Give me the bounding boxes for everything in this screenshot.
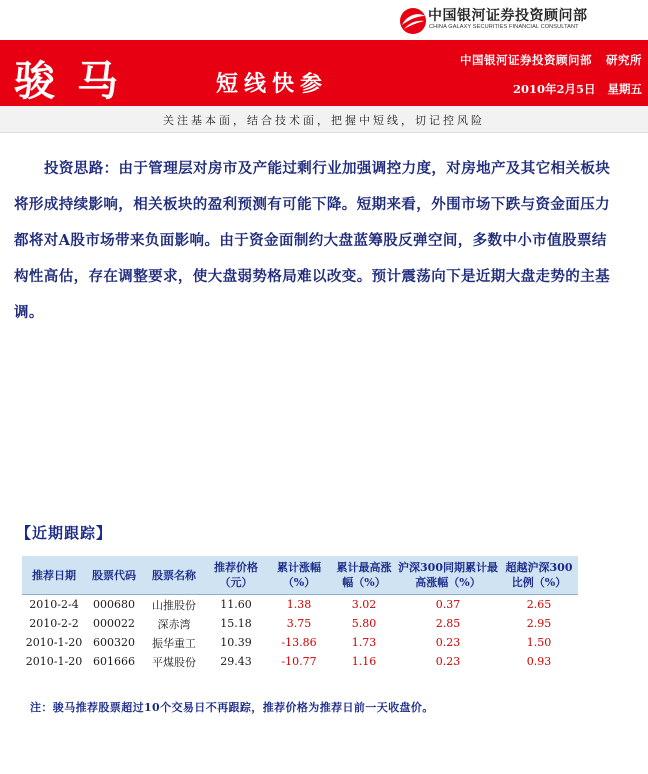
table-cell: 0.23 [435, 636, 461, 649]
column-header: 沪深300同期累计最高涨幅（%） [396, 556, 500, 595]
tracking-table [22, 556, 578, 671]
table-cell: 2010-1-20 [25, 655, 83, 668]
tagline-bar [0, 106, 648, 133]
table-cell: 29.43 [220, 655, 252, 668]
table-cell: 1.73 [351, 636, 377, 649]
table-header-row [22, 556, 578, 595]
column-header: 股票名称 [142, 556, 206, 595]
table-cell: -10.77 [281, 655, 317, 668]
table-cell: 3.75 [286, 617, 312, 630]
column-header: 累计最高涨幅（%） [332, 556, 396, 595]
section-heading-tracking: 【近期跟踪】 [16, 524, 113, 542]
table-cell: 000022 [93, 617, 135, 630]
tagline: 关注基本面，结合技术面，把握中短线，切记控风险 [163, 114, 485, 127]
table-row [22, 595, 578, 615]
institute-name: 研究所 [606, 53, 642, 67]
table-cell: 2010-2-2 [29, 617, 79, 630]
company-logo [398, 4, 648, 38]
galaxy-logo-icon [398, 6, 428, 36]
column-header: 推荐日期 [22, 556, 86, 595]
table-cell: 0.93 [526, 655, 552, 668]
table-cell: 1.50 [526, 636, 552, 649]
table-cell: -13.86 [281, 636, 317, 649]
table-cell: 山推股份 [152, 598, 196, 612]
table-row [22, 614, 578, 633]
table-cell: 2010-2-4 [29, 598, 79, 611]
table-cell: 1.38 [286, 598, 312, 611]
report-date-line [513, 81, 642, 97]
table-cell: 3.02 [351, 598, 377, 611]
report-weekday: 星期五 [607, 82, 642, 96]
table-cell: 2.95 [526, 617, 552, 630]
table-cell: 10.39 [220, 636, 252, 649]
table-cell: 000680 [93, 598, 135, 611]
department-name: 中国银河证券投资顾问部 [460, 53, 592, 67]
table-cell: 2.65 [526, 598, 552, 611]
report-title: 骏马 [14, 57, 140, 105]
table-cell: 15.18 [220, 617, 252, 630]
table-cell: 1.16 [351, 655, 377, 668]
table-cell: 600320 [93, 636, 135, 649]
table-cell: 11.60 [220, 598, 252, 611]
column-header: 推荐价格（元） [206, 556, 266, 595]
table-cell: 平煤股份 [152, 655, 196, 669]
column-header: 股票代码 [86, 556, 142, 595]
report-banner [0, 40, 648, 106]
report-date: 2010年2月5日 [512, 82, 596, 96]
table-cell: 5.80 [351, 617, 377, 630]
company-name-en: CHINA GALAXY SECURITIES FINANCIAL CONSULTANT [429, 24, 579, 30]
table-cell: 0.23 [435, 655, 461, 668]
table-row [22, 633, 578, 652]
report-subtitle: 短线快参 [216, 71, 329, 97]
table-cell: 601666 [93, 655, 135, 668]
department-line [460, 52, 642, 68]
footnote: 注：骏马推荐股票超过10个交易日不再跟踪，推荐价格为推荐日前一天收盘价。 [30, 701, 434, 714]
analysis-paragraph: 投资思路：由于管理层对房市及产能过剩行业加强调控力度，对房地产及其它相关板块将形成持续影响，相关板块的盈利预测有可能下降。短期来看，外围市场下跌与资金面压力都将对A股市场带来负面影响。由于资金面制约大盘蓝筹股反弹空间，多数中小市值股票结构性高估，存在调整要求，使大盘弱势格局难以改变。预计震荡向下是近期大盘走势的主基调。 [14, 160, 611, 321]
table-cell: 2010-1-20 [25, 636, 83, 649]
table-cell: 0.37 [435, 598, 461, 611]
table-row [22, 652, 578, 671]
table-cell: 2.85 [435, 617, 461, 630]
column-header: 累计涨幅（%） [266, 556, 332, 595]
table-cell: 振华重工 [152, 636, 196, 650]
column-header: 超越沪深300比例（%） [500, 556, 578, 595]
company-name-cn: 中国银河证券投资顾问部 [428, 8, 588, 24]
table-cell: 深赤湾 [157, 617, 191, 631]
